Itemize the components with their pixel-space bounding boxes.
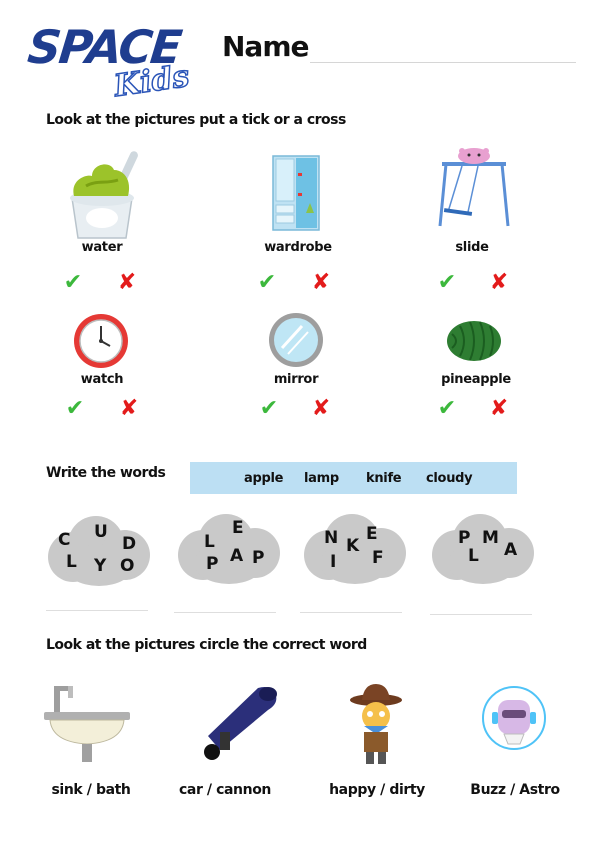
item-label-3: slide <box>455 240 489 255</box>
section1-instruction: Look at the pictures put a tick or a cross <box>46 112 346 128</box>
cloud-4-letter: M <box>482 528 499 548</box>
tick-option-1[interactable]: ✔ <box>63 270 83 295</box>
section3-instruction: Look at the pictures circle the correct word <box>46 637 367 653</box>
watermelon-icon <box>446 320 502 362</box>
cross-option-4[interactable]: ✘ <box>119 396 139 421</box>
cannon-icon <box>198 680 280 762</box>
cloud-1-letter: Y <box>94 556 107 576</box>
choice-1[interactable]: sink / bath <box>51 782 131 798</box>
item-label-5: mirror <box>273 372 319 387</box>
cloud-1-letter: L <box>66 552 77 572</box>
logo-word-kids: Kids <box>111 58 192 105</box>
cloud-3-letter: E <box>366 524 378 544</box>
cloud-4-letter: P <box>458 528 471 548</box>
cloud-2-letter: E <box>232 518 244 538</box>
name-line[interactable] <box>310 62 576 63</box>
cloud-1-letter: U <box>94 522 108 542</box>
cross-option-5[interactable]: ✘ <box>311 396 331 421</box>
logo-word-space: SPACE <box>25 20 183 74</box>
word-bank <box>190 462 517 494</box>
tick-option-4[interactable]: ✔ <box>65 396 85 421</box>
swing-icon <box>438 146 510 228</box>
bank-word-1: apple <box>244 471 284 486</box>
choice-2[interactable]: car / cannon <box>179 782 271 798</box>
cloud-2-letter: L <box>204 532 215 552</box>
sink-icon <box>42 682 132 764</box>
cloud-4-letter: L <box>468 546 479 566</box>
choice-4[interactable]: Buzz / Astro <box>470 782 560 798</box>
item-label-6: pineapple <box>441 372 511 387</box>
bank-word-4: cloudy <box>426 471 473 486</box>
cloud-3-letter: K <box>346 536 360 556</box>
letter-cloud-3 <box>300 508 408 588</box>
cross-option-6[interactable]: ✘ <box>489 396 509 421</box>
tick-option-6[interactable]: ✔ <box>437 396 457 421</box>
letter-cloud-1 <box>44 510 152 590</box>
name-label: Name <box>222 30 309 63</box>
cloud-1-letter: O <box>120 556 135 576</box>
cloud-2-letter: P <box>206 554 219 574</box>
cowboy-character-icon <box>346 682 406 766</box>
tick-option-2[interactable]: ✔ <box>257 270 277 295</box>
cloud-2-letter: A <box>230 546 244 566</box>
item-label-2: wardrobe <box>264 240 332 255</box>
ice-cream-cup-icon <box>66 150 140 240</box>
robot-face-icon <box>482 686 546 750</box>
cross-option-2[interactable]: ✘ <box>311 270 331 295</box>
section2-instruction: Write the words <box>46 465 166 481</box>
letter-cloud-4 <box>428 508 536 588</box>
wardrobe-icon <box>272 155 320 231</box>
cloud-1-letter: C <box>58 530 71 550</box>
item-label-1: water <box>81 240 123 255</box>
tick-option-3[interactable]: ✔ <box>437 270 457 295</box>
cloud-3-letter: F <box>372 548 384 568</box>
cloud-2-letter: P <box>252 548 265 568</box>
item-label-4: watch <box>80 372 124 387</box>
answer-line-3[interactable] <box>300 612 402 613</box>
answer-line-4[interactable] <box>430 614 532 615</box>
letter-cloud-2 <box>174 508 282 588</box>
cross-option-1[interactable]: ✘ <box>117 270 137 295</box>
cloud-4-letter: A <box>504 540 518 560</box>
bank-word-2: lamp <box>304 471 339 486</box>
answer-line-2[interactable] <box>174 612 276 613</box>
cross-option-3[interactable]: ✘ <box>489 270 509 295</box>
bank-word-3: knife <box>366 471 402 486</box>
cloud-3-letter: N <box>324 528 339 548</box>
mirror-icon <box>268 312 324 368</box>
space-kids-logo <box>25 18 192 105</box>
cloud-3-letter: I <box>330 552 337 572</box>
clock-icon <box>72 312 130 370</box>
tick-option-5[interactable]: ✔ <box>259 396 279 421</box>
answer-line-1[interactable] <box>46 610 148 611</box>
choice-3[interactable]: happy / dirty <box>329 782 425 798</box>
cloud-1-letter: D <box>122 534 137 554</box>
